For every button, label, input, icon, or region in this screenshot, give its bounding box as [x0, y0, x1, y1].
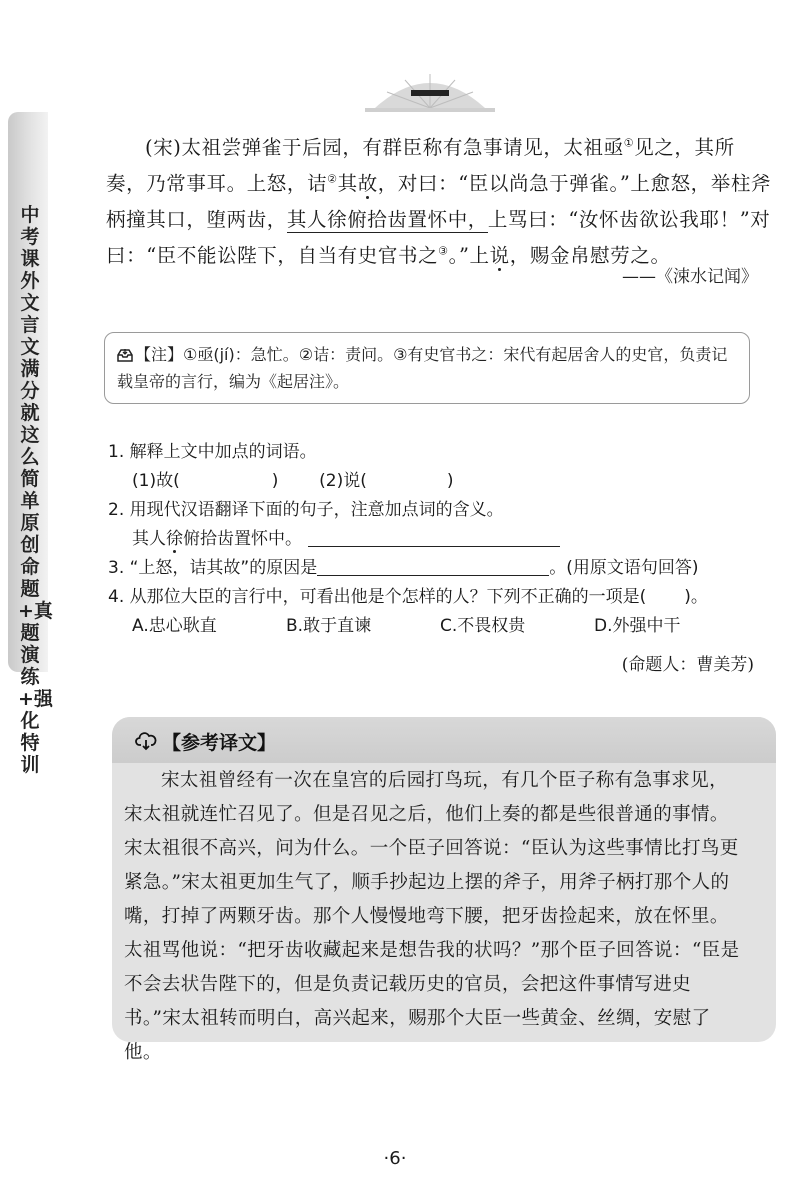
reference-title: 【参考译文】 — [162, 732, 277, 754]
classical-passage: (宋)太祖尝弹雀于后园，有群臣称有急事请见，太祖亟①见之，其所奏，乃常事耳。上怒，诘②其故，对曰：“臣以尚急于弹雀。”上愈怒，举柱斧柄撞其口，堕两齿，其人徐俯拾齿置怀中，上骂曰：“汝怀齿欲讼我耶！”对曰：“臣不能讼陛下，自当有史官书之③。”上说，赐金帛慰劳之。 — [106, 136, 772, 267]
question-1: 1. 解释上文中加点的词语。 — [108, 442, 317, 462]
dotted-word-gu: 故 — [357, 172, 378, 195]
question-1-blanks: (1)故( ) (2)说( ) — [132, 471, 454, 491]
notes-box — [104, 332, 750, 404]
option-a[interactable]: A.忠心耿直 — [132, 616, 217, 636]
notes-text: ①亟(jí)：急忙。②诘：责问。③有史官书之：宋代有起居舍人的史官，负责记载皇帝的言行，编为《起居注》。 — [117, 345, 728, 391]
question-2-sentence: 其人徐俯拾齿置怀中。 — [108, 525, 774, 554]
answer-line-2[interactable] — [308, 528, 560, 547]
reference-text: 宋太祖曾经有一次在皇宫的后园打鸟玩，有几个臣子称有急事求见，宋太祖就连忙召见了。但是召见之后，他们上奏的都是些很普通的事情。宋太祖很不高兴，问为什么。一个臣子回答说：“臣认为这些事情比打鸟更紧急。”宋太祖更加生气了，顺手抄起边上摆的斧子，用斧子柄打那个人的嘴，打掉了两颗牙齿。那个人慢慢地弯下腰，把牙齿捡起来，放在怀里。太祖骂他说：“把牙齿收藏起来是想告我的状吗？”那个臣子回答说：“臣是不会去状告陛下的，但是负责记载历史的官员，会把这件事情写进史书。”宋太祖转而明白，高兴起来，赐那个大臣一些黄金、丝绸，安慰了他。 — [124, 770, 740, 1063]
option-d[interactable]: D.外强中干 — [594, 616, 681, 636]
underlined-sentence: 其人徐俯拾齿置怀中， — [286, 208, 488, 231]
question-4: 4. 从那位大臣的言行中，可看出他是个怎样的人？下列不正确的一项是( )。 — [108, 587, 708, 607]
page-number: ·6· — [383, 1148, 407, 1169]
passage-source: ——《涑水记闻》 — [622, 267, 758, 287]
option-b[interactable]: B.敢于直谏 — [286, 616, 372, 636]
cloud-download-icon — [135, 731, 157, 751]
question-author: (命题人：曹美芳) — [621, 655, 754, 675]
header-ornament-icon — [365, 64, 495, 114]
notes-label: 【注】 — [135, 345, 184, 364]
option-c[interactable]: C.不畏权贵 — [440, 616, 526, 636]
side-tab-text: 中考课外文言文满分就这么简单 原创命题+真题演练+强化特训 — [18, 204, 53, 776]
answer-line-3[interactable] — [317, 557, 549, 576]
question-4-options — [108, 612, 774, 641]
dotted-word-yue: 说 — [489, 244, 510, 267]
question-3: 3. “上怒，诘其故”的原因是 。(用原文语句回答) — [108, 558, 699, 578]
questions — [108, 438, 774, 641]
question-2: 2. 用现代汉语翻译下面的句子，注意加点词的含义。 — [108, 500, 504, 520]
inbox-icon — [117, 348, 133, 362]
